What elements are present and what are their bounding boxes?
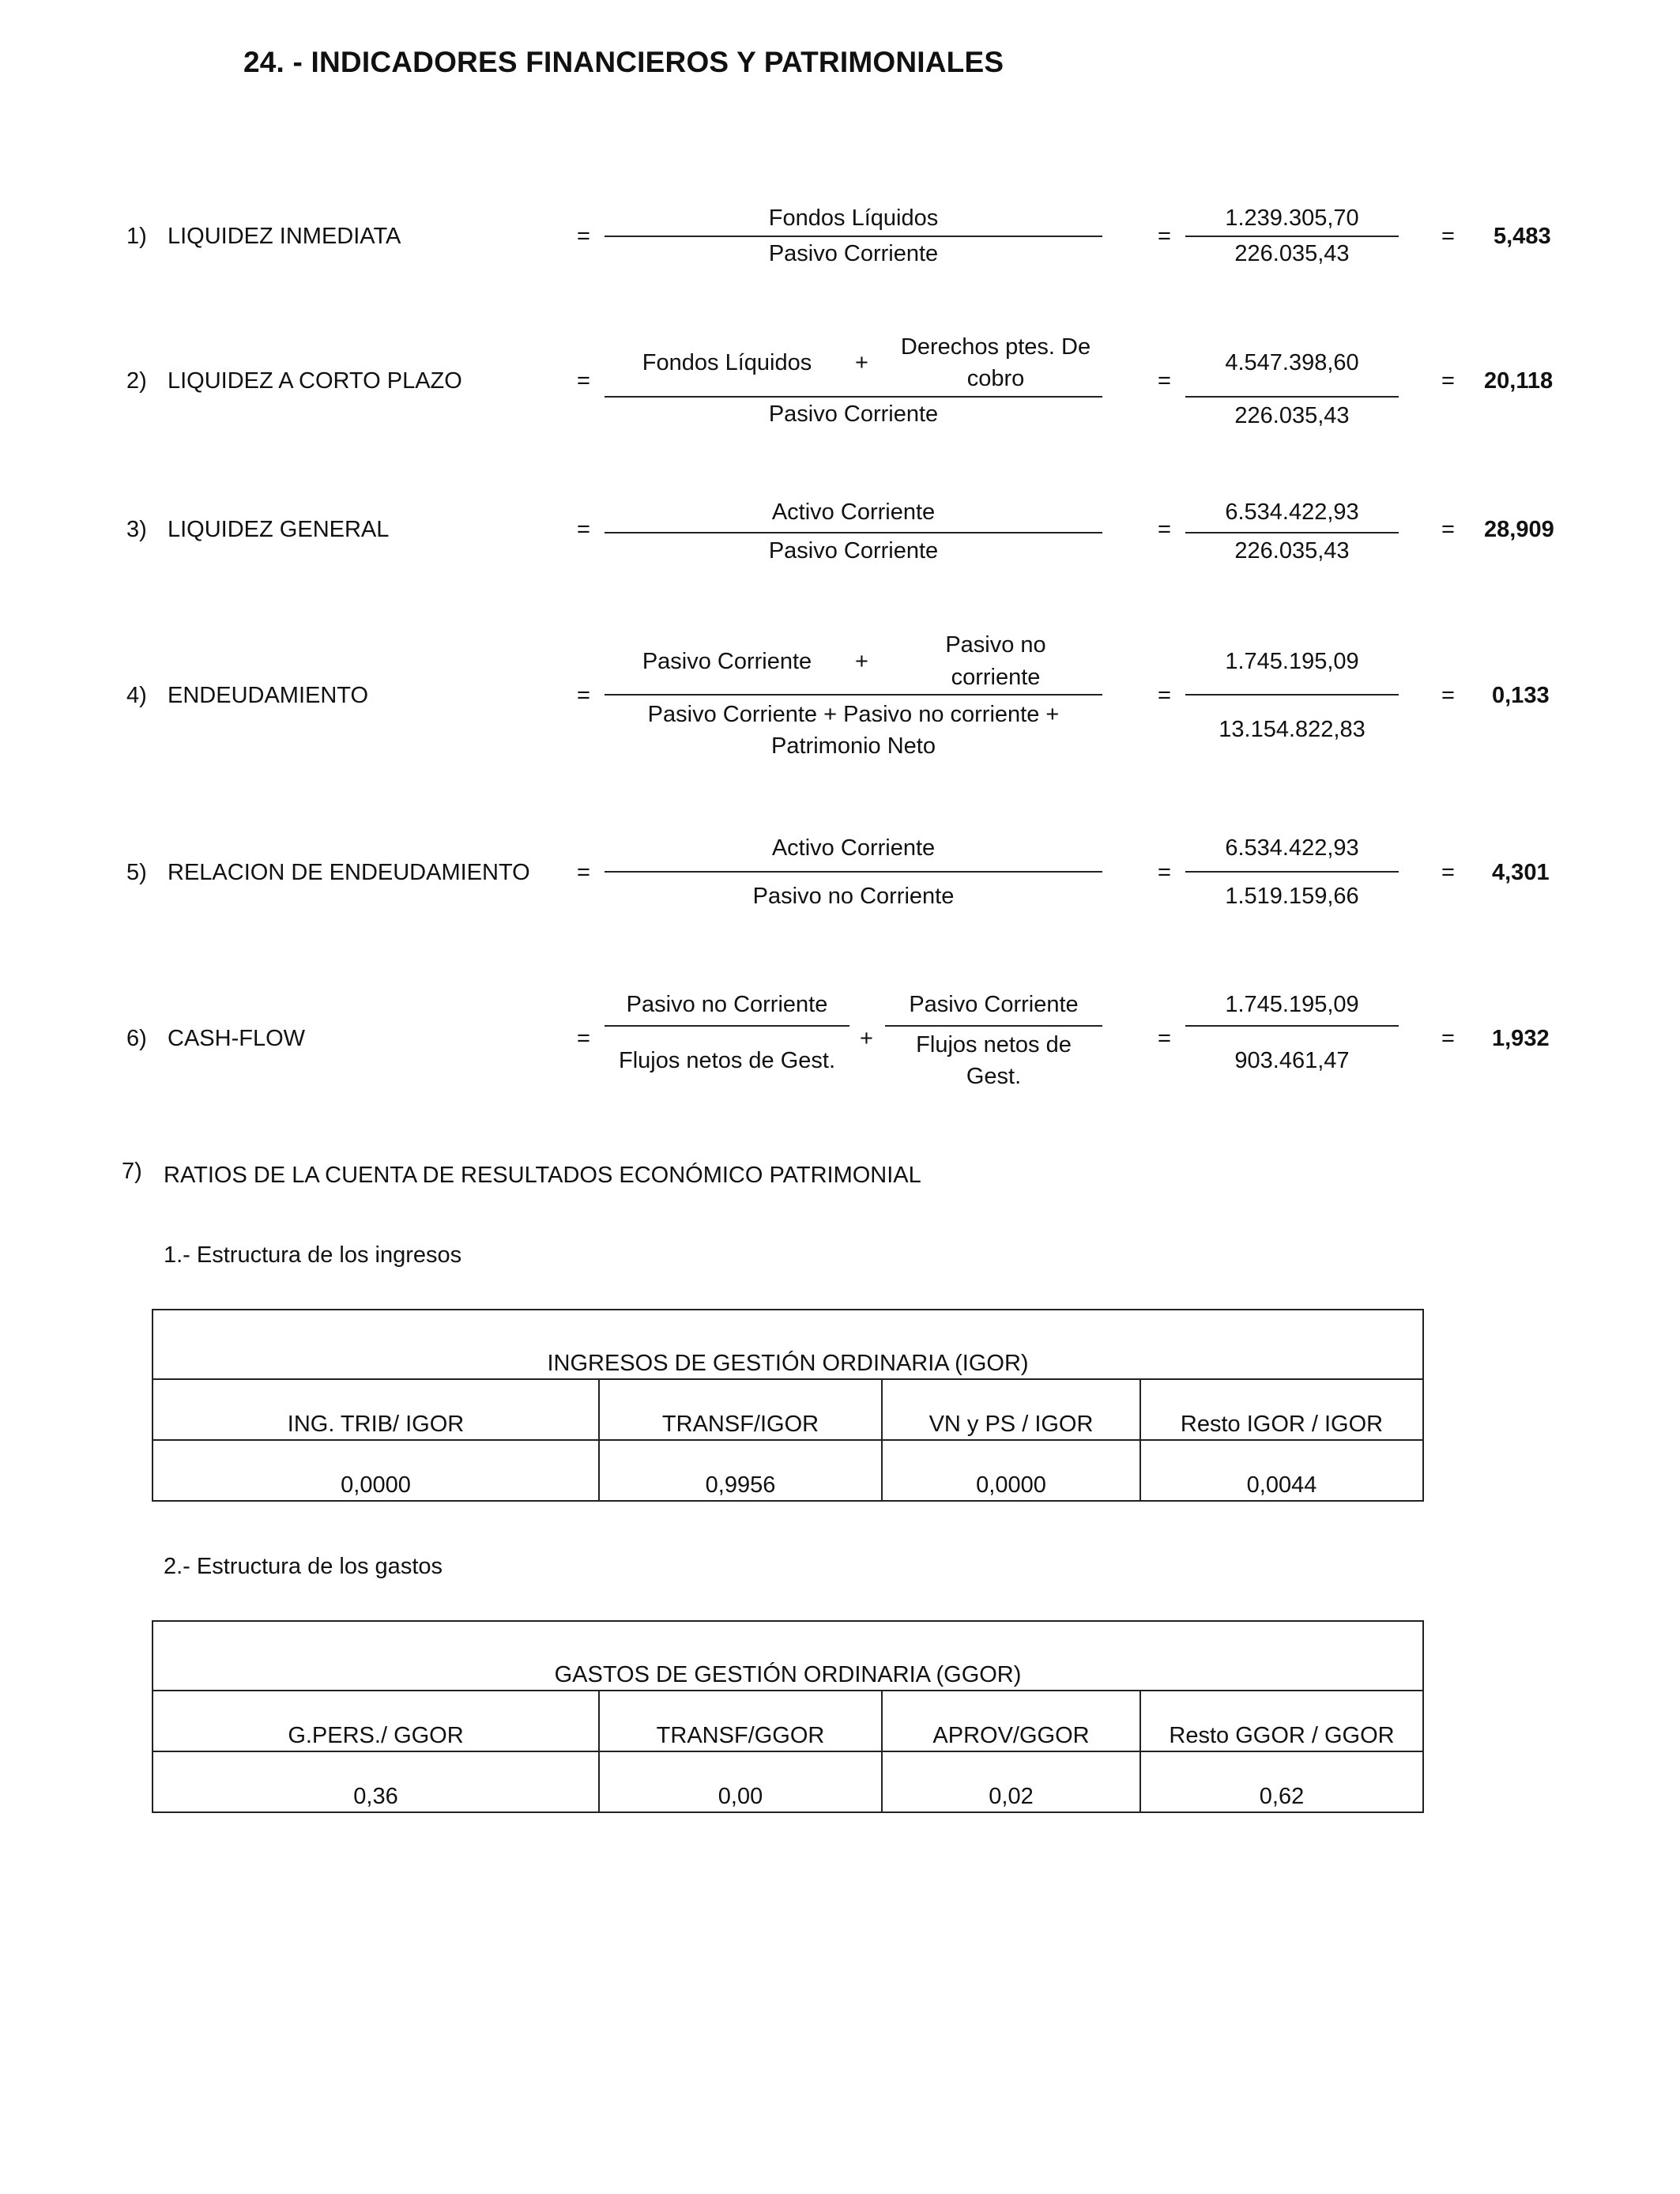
value-denominator: 903.461,47 xyxy=(1234,1048,1350,1073)
indicator-number: 4) xyxy=(126,683,147,708)
value-numerator: 4.547.398,60 xyxy=(1225,350,1359,375)
left-denominator: Flujos netos de Gest. xyxy=(618,1048,836,1073)
gastos-subtitle: 2.- Estructura de los gastos xyxy=(164,1554,443,1579)
right-denominator-cont: Gest. xyxy=(966,1064,1022,1089)
indicator-name: ENDEUDAMIENTO xyxy=(168,683,369,708)
table-cell: 0,0044 xyxy=(1140,1440,1423,1501)
formula-numerator-a: Fondos Líquidos xyxy=(642,350,812,375)
formula-numerator-b: Pasivo no xyxy=(945,632,1046,658)
fraction-line xyxy=(605,532,1102,533)
equals-sign: = xyxy=(577,224,590,249)
value-numerator: 6.534.422,93 xyxy=(1225,835,1359,861)
table-cell: 0,0000 xyxy=(153,1440,599,1501)
formula-numerator-b-cont: corriente xyxy=(951,665,1041,690)
fraction-line xyxy=(605,396,1102,398)
fraction-line xyxy=(1185,236,1399,237)
indicator-name: CASH-FLOW xyxy=(168,1026,305,1051)
equals-sign: = xyxy=(577,683,590,708)
equals-sign: = xyxy=(577,1026,590,1051)
gastos-table xyxy=(152,1620,1424,1813)
column-header: TRANSF/GGOR xyxy=(599,1691,882,1751)
ingresos-table xyxy=(152,1309,1424,1502)
fraction-line xyxy=(1185,396,1399,398)
table-row xyxy=(153,1440,1423,1501)
fraction-line xyxy=(1185,694,1399,696)
column-header: Resto GGOR / GGOR xyxy=(1140,1691,1423,1751)
fraction-line xyxy=(605,1025,849,1027)
indicator-result: 4,301 xyxy=(1492,860,1550,885)
equals-sign: = xyxy=(577,517,590,542)
value-denominator: 13.154.822,83 xyxy=(1219,717,1365,742)
right-denominator: Flujos netos de xyxy=(916,1032,1072,1057)
table-cell: 0,00 xyxy=(599,1751,882,1812)
column-header: VN y PS / IGOR xyxy=(882,1379,1140,1440)
ingresos-table-header: INGRESOS DE GESTIÓN ORDINARIA (IGOR) xyxy=(153,1310,1423,1379)
formula-denominator: Pasivo Corriente xyxy=(768,241,939,266)
value-numerator: 1.745.195,09 xyxy=(1225,649,1359,674)
gastos-table-header: GASTOS DE GESTIÓN ORDINARIA (GGOR) xyxy=(153,1621,1423,1691)
indicator-result: 20,118 xyxy=(1484,368,1554,394)
indicator-number: 5) xyxy=(126,860,147,885)
column-header: ING. TRIB/ IGOR xyxy=(153,1379,599,1440)
indicator-name: LIQUIDEZ GENERAL xyxy=(168,517,390,542)
page-title: 24. - INDICADORES FINANCIEROS Y PATRIMONIALES xyxy=(243,46,1004,78)
equals-sign: = xyxy=(1441,1026,1455,1051)
left-numerator: Pasivo no Corriente xyxy=(626,992,828,1017)
table-cell: 0,36 xyxy=(153,1751,599,1812)
equals-sign: = xyxy=(1158,368,1171,394)
column-header: G.PERS./ GGOR xyxy=(153,1691,599,1751)
section-title: RATIOS DE LA CUENTA DE RESULTADOS ECONÓMICO PATRIMONIAL xyxy=(164,1163,921,1188)
plus-sign: + xyxy=(855,350,868,375)
fraction-line xyxy=(1185,1025,1399,1027)
column-header: TRANSF/IGOR xyxy=(599,1379,882,1440)
value-denominator: 226.035,43 xyxy=(1234,241,1350,266)
equals-sign: = xyxy=(1158,1026,1171,1051)
equals-sign: = xyxy=(1441,368,1455,394)
indicator-result: 28,909 xyxy=(1484,517,1554,542)
value-denominator: 226.035,43 xyxy=(1234,538,1350,564)
indicator-number: 3) xyxy=(126,517,147,542)
equals-sign: = xyxy=(577,860,590,885)
value-numerator: 1.745.195,09 xyxy=(1225,992,1359,1017)
formula-denominator: Pasivo no Corriente xyxy=(752,884,955,909)
formula-numerator: Activo Corriente xyxy=(771,835,936,861)
indicator-number: 2) xyxy=(126,368,147,394)
formula-numerator-b: Derechos ptes. De xyxy=(900,334,1091,360)
indicator-result: 1,932 xyxy=(1492,1026,1550,1051)
equals-sign: = xyxy=(1441,683,1455,708)
value-denominator: 1.519.159,66 xyxy=(1225,884,1359,909)
equals-sign: = xyxy=(1441,517,1455,542)
formula-denominator: Pasivo Corriente xyxy=(768,401,939,427)
equals-sign: = xyxy=(1441,860,1455,885)
equals-sign: = xyxy=(1158,224,1171,249)
value-denominator: 226.035,43 xyxy=(1234,403,1350,428)
table-cell: 0,0000 xyxy=(882,1440,1140,1501)
fraction-line xyxy=(885,1025,1102,1027)
equals-sign: = xyxy=(1158,860,1171,885)
fraction-line xyxy=(605,694,1102,696)
fraction-line xyxy=(605,236,1102,237)
value-numerator: 6.534.422,93 xyxy=(1225,499,1359,525)
equals-sign: = xyxy=(577,368,590,394)
plus-sign: + xyxy=(855,649,868,674)
indicator-name: LIQUIDEZ A CORTO PLAZO xyxy=(168,368,462,394)
equals-sign: = xyxy=(1441,224,1455,249)
column-header: Resto IGOR / IGOR xyxy=(1140,1379,1423,1440)
equals-sign: = xyxy=(1158,683,1171,708)
indicator-number: 1) xyxy=(126,224,147,249)
indicator-name: RELACION DE ENDEUDAMIENTO xyxy=(168,860,530,885)
indicator-name: LIQUIDEZ INMEDIATA xyxy=(168,224,401,249)
formula-denominator: Pasivo Corriente + Pasivo no corriente + xyxy=(647,702,1060,727)
formula-numerator: Activo Corriente xyxy=(771,499,936,525)
formula-numerator-a: Pasivo Corriente xyxy=(642,649,812,674)
table-cell: 0,02 xyxy=(882,1751,1140,1812)
formula-denominator: Pasivo Corriente xyxy=(768,538,939,564)
ingresos-subtitle: 1.- Estructura de los ingresos xyxy=(164,1242,462,1268)
formula-numerator: Fondos Líquidos xyxy=(768,205,939,231)
fraction-line xyxy=(1185,532,1399,533)
table-row xyxy=(153,1751,1423,1812)
indicator-result: 5,483 xyxy=(1494,224,1551,249)
indicator-number: 6) xyxy=(126,1026,147,1051)
right-numerator: Pasivo Corriente xyxy=(909,992,1079,1017)
formula-numerator-b-cont: cobro xyxy=(966,366,1025,391)
plus-sign: + xyxy=(860,1026,873,1051)
column-header: APROV/GGOR xyxy=(882,1691,1140,1751)
section-number: 7) xyxy=(122,1159,142,1184)
fraction-line xyxy=(1185,871,1399,873)
table-cell: 0,9956 xyxy=(599,1440,882,1501)
value-numerator: 1.239.305,70 xyxy=(1225,205,1359,231)
indicator-result: 0,133 xyxy=(1492,683,1550,708)
formula-denominator-cont: Patrimonio Neto xyxy=(771,733,936,759)
fraction-line xyxy=(605,871,1102,873)
table-cell: 0,62 xyxy=(1140,1751,1423,1812)
equals-sign: = xyxy=(1158,517,1171,542)
